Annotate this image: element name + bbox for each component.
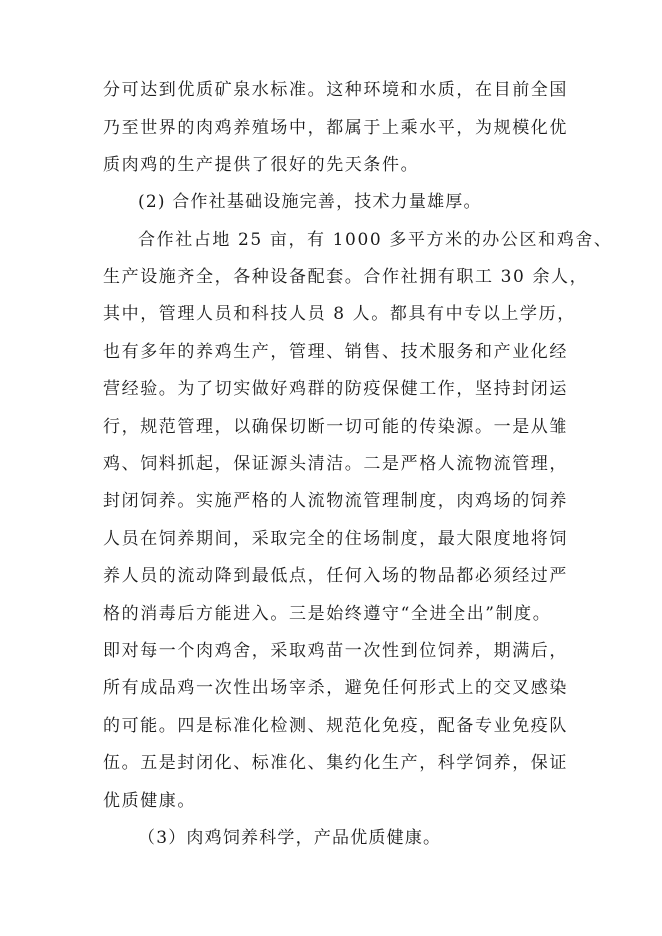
text-line-18: 的可能。四是标准化检测、规范化免疫，配备专业免疫队 bbox=[103, 716, 568, 736]
text-line-12: 封闭饲养。实施严格的人流物流管理制度，肉鸡场的饲养 bbox=[103, 491, 568, 511]
text-line-10: 行，规范管理，以确保切断一切可能的传染源。一是从雏 bbox=[103, 417, 568, 437]
text-line-5: 合作社占地 25 亩，有 1000 多平方米的办公区和鸡舍、 bbox=[138, 230, 613, 250]
text-line-15: 格的消毒后方能进入。三是始终遵守“全进全出”制度。 bbox=[103, 604, 552, 624]
text-line-3: 质肉鸡的生产提供了很好的先天条件。 bbox=[103, 155, 420, 175]
text-line-13: 人员在饲养期间，采取完全的住场制度，最大限度地将饲 bbox=[103, 529, 568, 549]
text-line-7: 其中，管理人员和科技人员 8 人。都具有中专以上学历， bbox=[103, 304, 576, 324]
text-line-8: 也有多年的养鸡生产，管理、销售、技术服务和产业化经 bbox=[103, 342, 568, 362]
text-line-20: 优质健康。 bbox=[103, 791, 196, 811]
text-line-14: 养人员的流动降到最低点，任何入场的物品都必须经过严 bbox=[103, 566, 568, 586]
section-heading-2: (2) 合作社基础设施完善，技术力量雄厚。 bbox=[138, 192, 482, 212]
text-line-16: 即对每一个肉鸡舍，采取鸡苗一次性到位饲养，期满后， bbox=[103, 641, 568, 661]
text-line-11: 鸡、饲料抓起，保证源头清洁。二是严格人流物流管理， bbox=[103, 454, 568, 474]
text-line-9: 营经验。为了切实做好鸡群的防疫保健工作，坚持封闭运 bbox=[103, 379, 568, 399]
text-line-17: 所有成品鸡一次性出场宰杀，避免任何形式上的交叉感染 bbox=[103, 678, 568, 698]
section-heading-3: （3）肉鸡饲养科学，产品优质健康。 bbox=[138, 828, 442, 848]
text-line-2: 乃至世界的肉鸡养殖场中，都属于上乘水平，为规模化优 bbox=[103, 118, 568, 138]
text-line-19: 伍。五是封闭化、标准化、集约化生产，科学饲养，保证 bbox=[103, 753, 568, 773]
text-line-6: 生产设施齐全，各种设备配套。合作社拥有职工 30 余人， bbox=[103, 267, 589, 287]
text-line-1: 分可达到优质矿泉水标准。这种环境和水质，在目前全国 bbox=[103, 80, 568, 100]
